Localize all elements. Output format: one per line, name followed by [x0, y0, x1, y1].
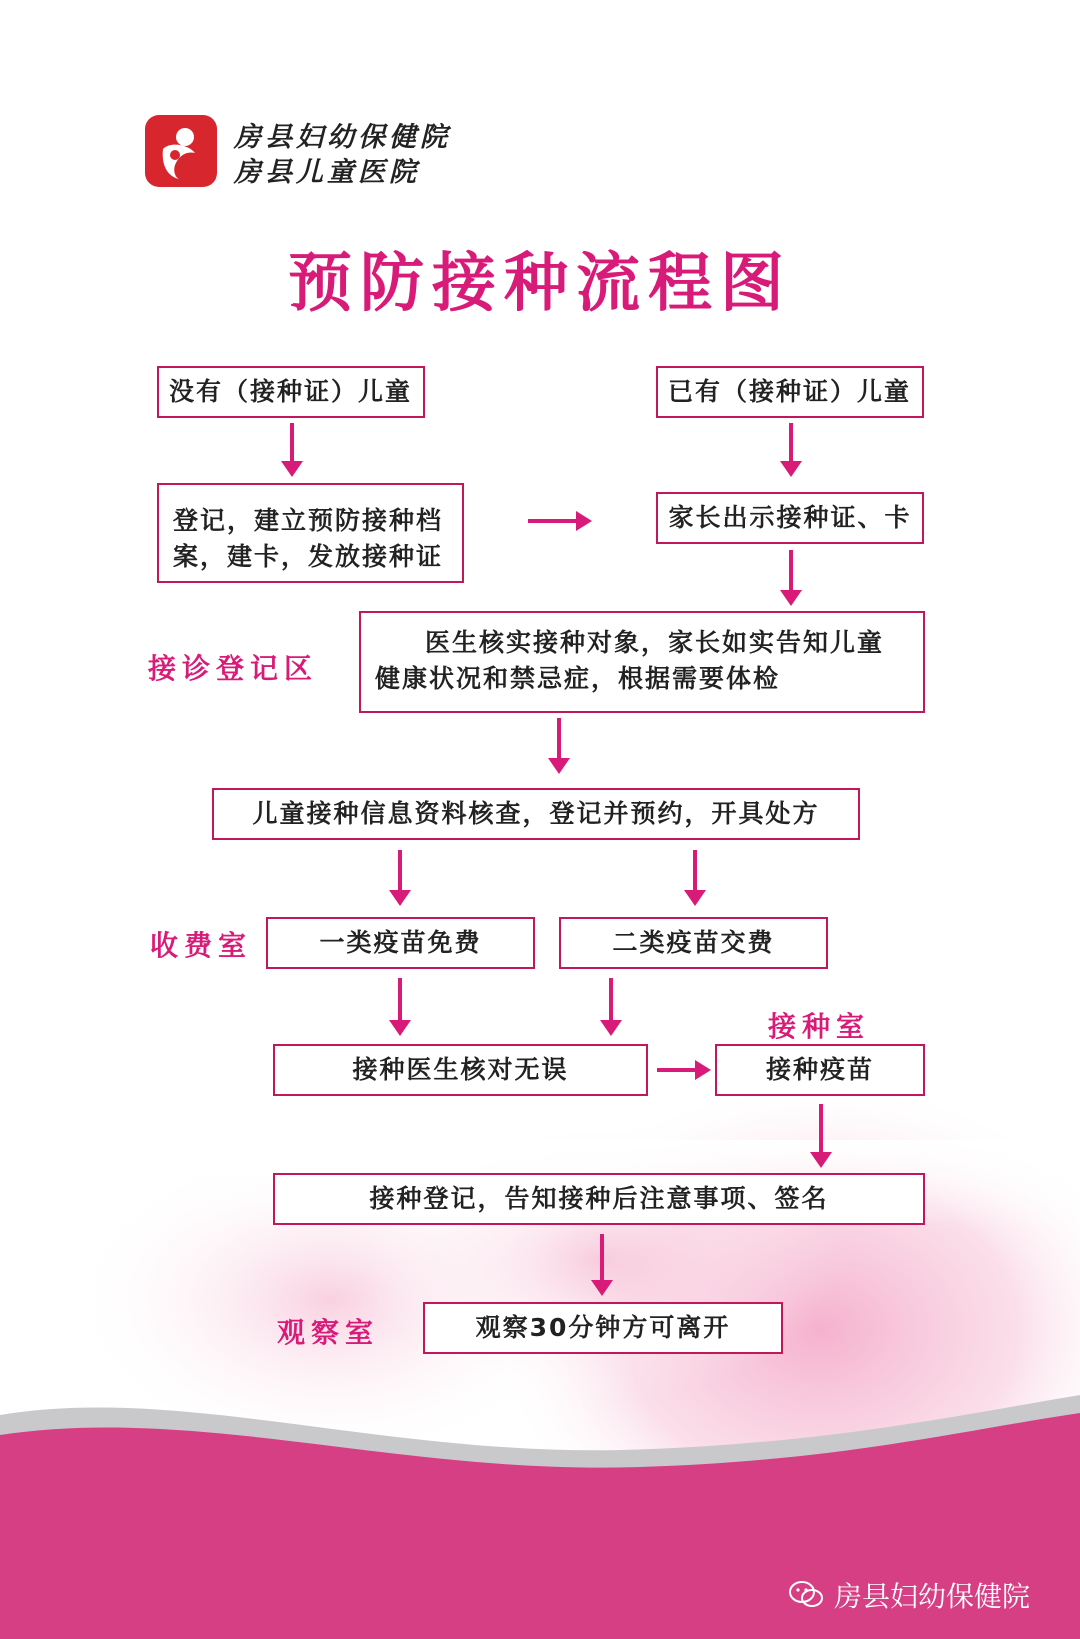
arrow-down [557, 718, 561, 760]
step-vaccinate: 接种疫苗 [715, 1044, 925, 1096]
org-name-line2: 房县儿童医院 [234, 157, 420, 188]
arrow-down [290, 423, 294, 463]
step-doctor-check-line1: 医生核实接种对象，家长如实告知儿童 [425, 628, 885, 657]
mother-child-icon [145, 115, 217, 187]
step-info-check: 儿童接种信息资料核查，登记并预约，开具处方 [212, 788, 860, 840]
page-title: 预防接种流程图 [288, 247, 792, 321]
wechat-icon [788, 1580, 824, 1610]
arrow-down [609, 978, 613, 1022]
zone-cashier: 收费室 [150, 929, 253, 962]
zone-observation: 观察室 [277, 1316, 380, 1349]
arrow-down [819, 1104, 823, 1154]
arrow-down [398, 978, 402, 1022]
arrow-down [398, 850, 402, 892]
zone-vaccination-room: 接种室 [768, 1010, 871, 1043]
step-class1-free: 一类疫苗免费 [266, 917, 535, 969]
hospital-logo [145, 115, 217, 187]
zone-registration: 接诊登记区 [148, 652, 319, 685]
step-class2-paid: 二类疫苗交费 [559, 917, 828, 969]
arrow-down [693, 850, 697, 892]
step-post-register: 接种登记，告知接种后注意事项、签名 [273, 1173, 925, 1225]
footer-account [788, 1575, 1030, 1615]
step-register [157, 483, 464, 583]
step-verify: 接种医生核对无误 [273, 1044, 648, 1096]
arrow-right [528, 519, 578, 523]
arrow-down [789, 423, 793, 463]
footer-account-name: 房县妇幼保健院 [833, 1580, 1030, 1613]
org-name-line1: 房县妇幼保健院 [234, 122, 451, 153]
arrow-down [600, 1234, 604, 1282]
step-observe: 观察30分钟方可离开 [423, 1302, 783, 1354]
step-register-line2: 案，建卡，发放接种证 [173, 542, 444, 572]
step-doctor-check-line2: 健康状况和禁忌症，根据需要体检 [375, 664, 781, 694]
arrow-right [657, 1068, 697, 1072]
step-has-card: 已有（接种证）儿童 [656, 366, 924, 418]
arrow-down [789, 550, 793, 592]
step-doctor-check [359, 611, 925, 713]
step-show-card: 家长出示接种证、卡 [656, 492, 924, 544]
step-register-line1: 登记，建立预防接种档 [173, 506, 444, 535]
step-no-card: 没有（接种证）儿童 [157, 366, 425, 418]
